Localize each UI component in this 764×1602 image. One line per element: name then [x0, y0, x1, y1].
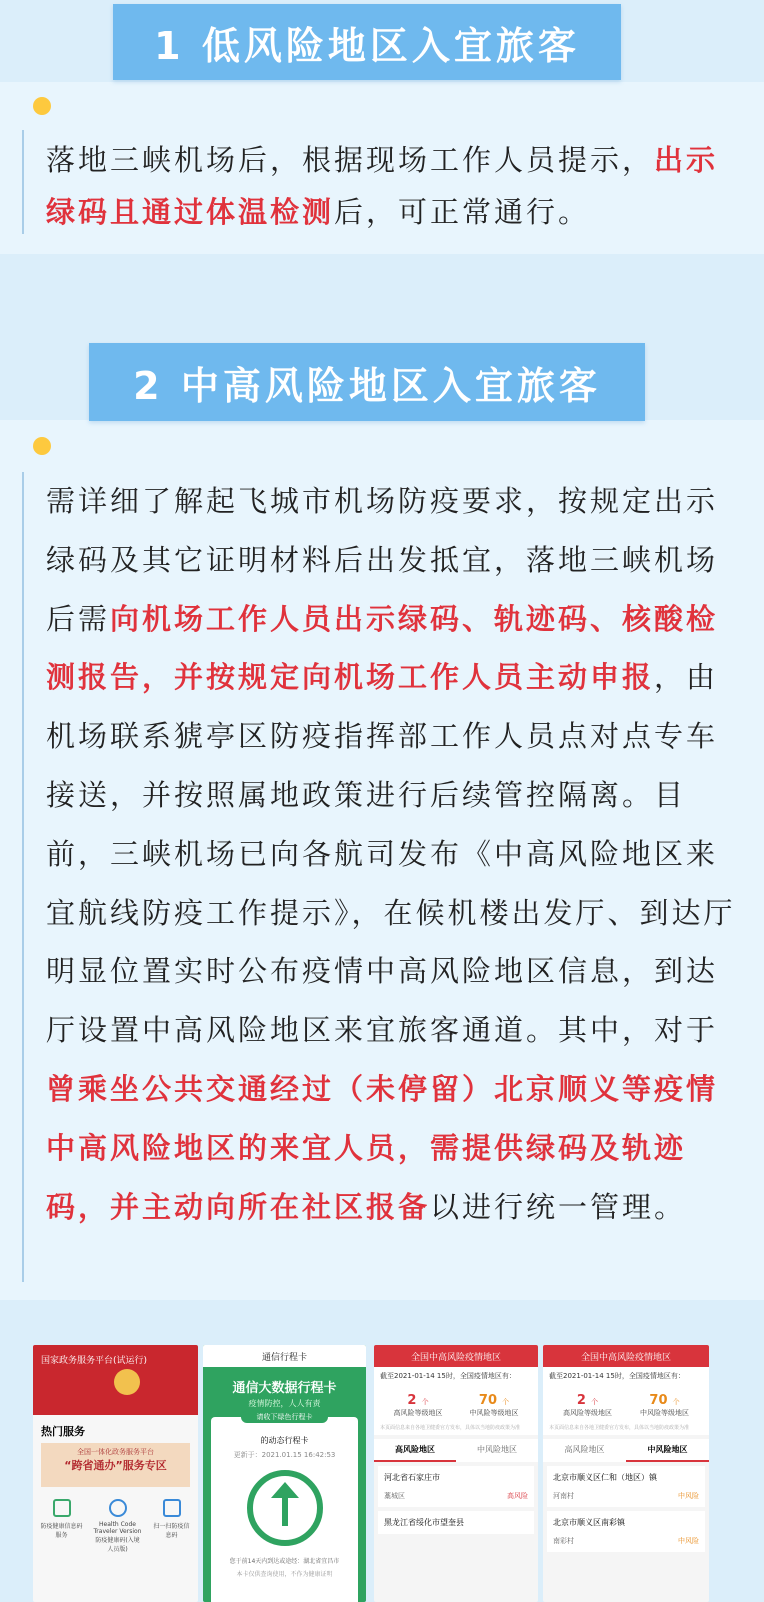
risk-asof: 截至2021-01-14 15时，全国疫情地区有： — [380, 1372, 516, 1380]
body-text: 后，可正常通行。 — [334, 195, 591, 229]
highlight-text: 向机场工作人员出示绿码、轨迹码、核酸检测报告，并按规定向机场工作人员主动申报 — [46, 601, 719, 695]
risk-header — [374, 1345, 538, 1367]
trip-line1: 的动态行程卡 — [260, 1436, 309, 1445]
high-count-label: 高风险等级地区 — [393, 1409, 443, 1417]
gov-banner-top: 全国一体化政务服务平台 — [77, 1448, 154, 1456]
section2-paragraph — [46, 472, 736, 1236]
section1-title — [113, 4, 621, 80]
gov-service-item[interactable] — [40, 1499, 84, 1553]
body-text: ，由机场联系猇亭区防疫指挥部工作人员点对点专车接送，并按照属地政策进行后续管控隔离。目前，三峡机场已向各航司发布《中高风险地区来宜航线防疫工作提示》，在候机楼出发厅、到达厅明显位置实时公布疫情中高风险地区信息，到达厅设置中高风险地区来宜旅客通道。其中，对于 — [46, 660, 736, 1048]
mid-count-value: 70 — [478, 1393, 497, 1408]
area-level: 高风险 — [507, 1492, 528, 1500]
list-item[interactable] — [547, 1466, 705, 1507]
list-item[interactable] — [547, 1511, 705, 1552]
count-unit: 个 — [591, 1398, 599, 1406]
risk-note: 本页面信息来自各地卫健委官方发布，具体以当地防疫政策为准 — [549, 1425, 690, 1431]
area-level: 中风险 — [678, 1492, 699, 1500]
area-sub: 藁城区 — [384, 1492, 405, 1500]
scan-icon — [163, 1499, 181, 1517]
area-name: 北京市顺义区南彩镇 — [553, 1518, 625, 1527]
tab-mid-risk[interactable]: 中风险地区 — [626, 1439, 709, 1462]
area-name: 黑龙江省绥化市望奎县 — [384, 1518, 464, 1527]
count-unit: 个 — [672, 1398, 680, 1406]
trip-subtitle: 疫情防控，人人有责 — [248, 1399, 321, 1408]
risk-areas-screenshot-high — [374, 1345, 538, 1602]
gov-platform-screenshot — [33, 1345, 198, 1602]
risk-header-title: 全国中高风险疫情地区 — [580, 1352, 671, 1363]
mid-count-label: 中风险等级地区 — [469, 1409, 519, 1417]
bullet-dot-icon — [33, 437, 51, 455]
highlight-text: 出示绿码且通过体温检测 — [46, 143, 719, 229]
mid-risk-count — [640, 1389, 689, 1418]
gov-service-label: 防疫健康信息码服务 — [40, 1523, 83, 1539]
area-level: 中风险 — [678, 1537, 699, 1545]
trip-foot2: 本卡仅供查询使用，不作为健康证明 — [236, 1571, 333, 1578]
list-item[interactable] — [378, 1466, 534, 1507]
qrcode-icon — [53, 1499, 71, 1517]
high-count-value: 2 — [576, 1393, 586, 1408]
gov-header — [33, 1345, 198, 1415]
high-count-label: 高风险等级地区 — [563, 1409, 612, 1417]
trip-card — [211, 1413, 358, 1602]
mid-risk-count — [470, 1389, 519, 1418]
section2-title — [89, 343, 645, 421]
area-sub: 南彩村 — [553, 1537, 574, 1545]
body-text: 需详细了解起飞城市机场防疫要求，按规定出示绿码及其它证明材料后出发抵宜，落地三峡机场后需 — [46, 484, 719, 636]
trip-badge: 请收下绿色行程卡 — [241, 1411, 328, 1423]
gov-banner-text: “跨省通办”服务专区 — [64, 1459, 167, 1472]
trip-header-title: 通信行程卡 — [261, 1352, 307, 1363]
tab-high-risk[interactable]: 高风险地区 — [564, 1445, 605, 1454]
list-item[interactable] — [378, 1511, 534, 1534]
area-sub: 河南村 — [553, 1492, 574, 1500]
body-text: 以进行统一管理。 — [430, 1189, 687, 1224]
gov-header-title: 国家政务服务平台(试运行) — [41, 1356, 148, 1366]
national-emblem-icon — [114, 1369, 140, 1395]
risk-note: 本页面信息来自各地卫健委官方发布，具体以当地防疫政策为准 — [380, 1425, 521, 1431]
high-risk-count — [563, 1389, 612, 1418]
risk-header-title: 全国中高风险疫情地区 — [410, 1352, 501, 1363]
count-unit: 个 — [502, 1398, 510, 1406]
mid-count-label: 中风险等级地区 — [640, 1409, 689, 1417]
trip-time: 更新于：2021.01.15 16:42:53 — [233, 1451, 336, 1459]
mid-count-value: 70 — [649, 1393, 668, 1408]
section2-divider — [22, 472, 24, 1282]
trip-header — [203, 1345, 366, 1367]
area-name: 北京市顺义区仁和（地区）镇 — [553, 1473, 657, 1482]
gov-service-item[interactable] — [152, 1499, 192, 1553]
risk-asof: 截至2021-01-14 15时，全国疫情地区有： — [549, 1372, 685, 1380]
trip-foot1: 您于前14天内到达或途经：湖北省宜昌市 — [229, 1558, 340, 1565]
high-risk-count — [394, 1389, 443, 1418]
up-arrow-icon — [247, 1470, 323, 1546]
gov-service-label: 扫一扫防疫信息码 — [153, 1523, 190, 1539]
body-text: 落地三峡机场后，根据现场工作人员提示， — [46, 143, 655, 177]
gov-hot-title: 热门服务 — [41, 1425, 85, 1438]
gov-service-item[interactable] — [93, 1499, 143, 1553]
gov-service-label: Health Code Traveler Version 防疫健康码(入境人员版) — [93, 1521, 142, 1553]
risk-areas-screenshot-mid — [543, 1345, 709, 1602]
section1-paragraph — [46, 134, 736, 238]
trip-title: 通信大数据行程卡 — [232, 1381, 337, 1396]
area-name: 河北省石家庄市 — [384, 1473, 440, 1482]
tab-high-risk[interactable]: 高风险地区 — [374, 1439, 456, 1462]
section2-title-text: 2 中高风险地区入宜旅客 — [133, 363, 601, 408]
health-code-icon — [109, 1499, 127, 1517]
section1-title-text: 1 低风险地区入宜旅客 — [154, 23, 580, 68]
trip-card-screenshot — [203, 1345, 366, 1602]
high-count-value: 2 — [407, 1393, 417, 1408]
section1-divider — [22, 130, 24, 234]
risk-header — [543, 1345, 709, 1367]
bullet-dot-icon — [33, 97, 51, 115]
highlight-text: 曾乘坐公共交通经过（未停留）北京顺义等疫情中高风险地区的来宜人员，需提供绿码及轨迹码，并主动向所在社区报备 — [46, 1071, 719, 1224]
count-unit: 个 — [421, 1398, 429, 1406]
gov-banner[interactable] — [41, 1443, 190, 1487]
tab-mid-risk[interactable]: 中风险地区 — [477, 1445, 517, 1454]
